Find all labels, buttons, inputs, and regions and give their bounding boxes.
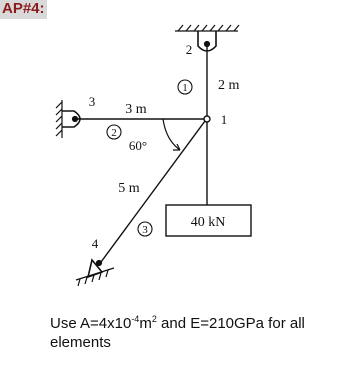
joint-1 bbox=[204, 116, 210, 122]
length-member-1: 2 m bbox=[218, 78, 240, 93]
node-1-label: 1 bbox=[220, 112, 228, 127]
instructions-text: Use $A=4x10^{-4}m^2$ and E=210GPa for all elements bbox=[50, 314, 305, 351]
member-2-label: 2 bbox=[111, 127, 117, 139]
node-4-label: 4 bbox=[91, 236, 99, 251]
node-3-label: 3 bbox=[88, 94, 96, 109]
node-2-label: 2 bbox=[185, 42, 193, 57]
problem-title: AP#4: bbox=[2, 0, 45, 17]
load-label: 40 kN bbox=[190, 215, 226, 230]
left-support bbox=[56, 100, 80, 138]
length-member-3: 5 m bbox=[118, 181, 140, 196]
angle-label: 60° bbox=[128, 138, 148, 153]
member-3 bbox=[101, 121, 205, 262]
member-3-label: 3 bbox=[142, 224, 148, 236]
member-1-label: 1 bbox=[182, 82, 188, 94]
bottom-support bbox=[76, 260, 114, 286]
length-member-2: 3 m bbox=[125, 102, 147, 117]
